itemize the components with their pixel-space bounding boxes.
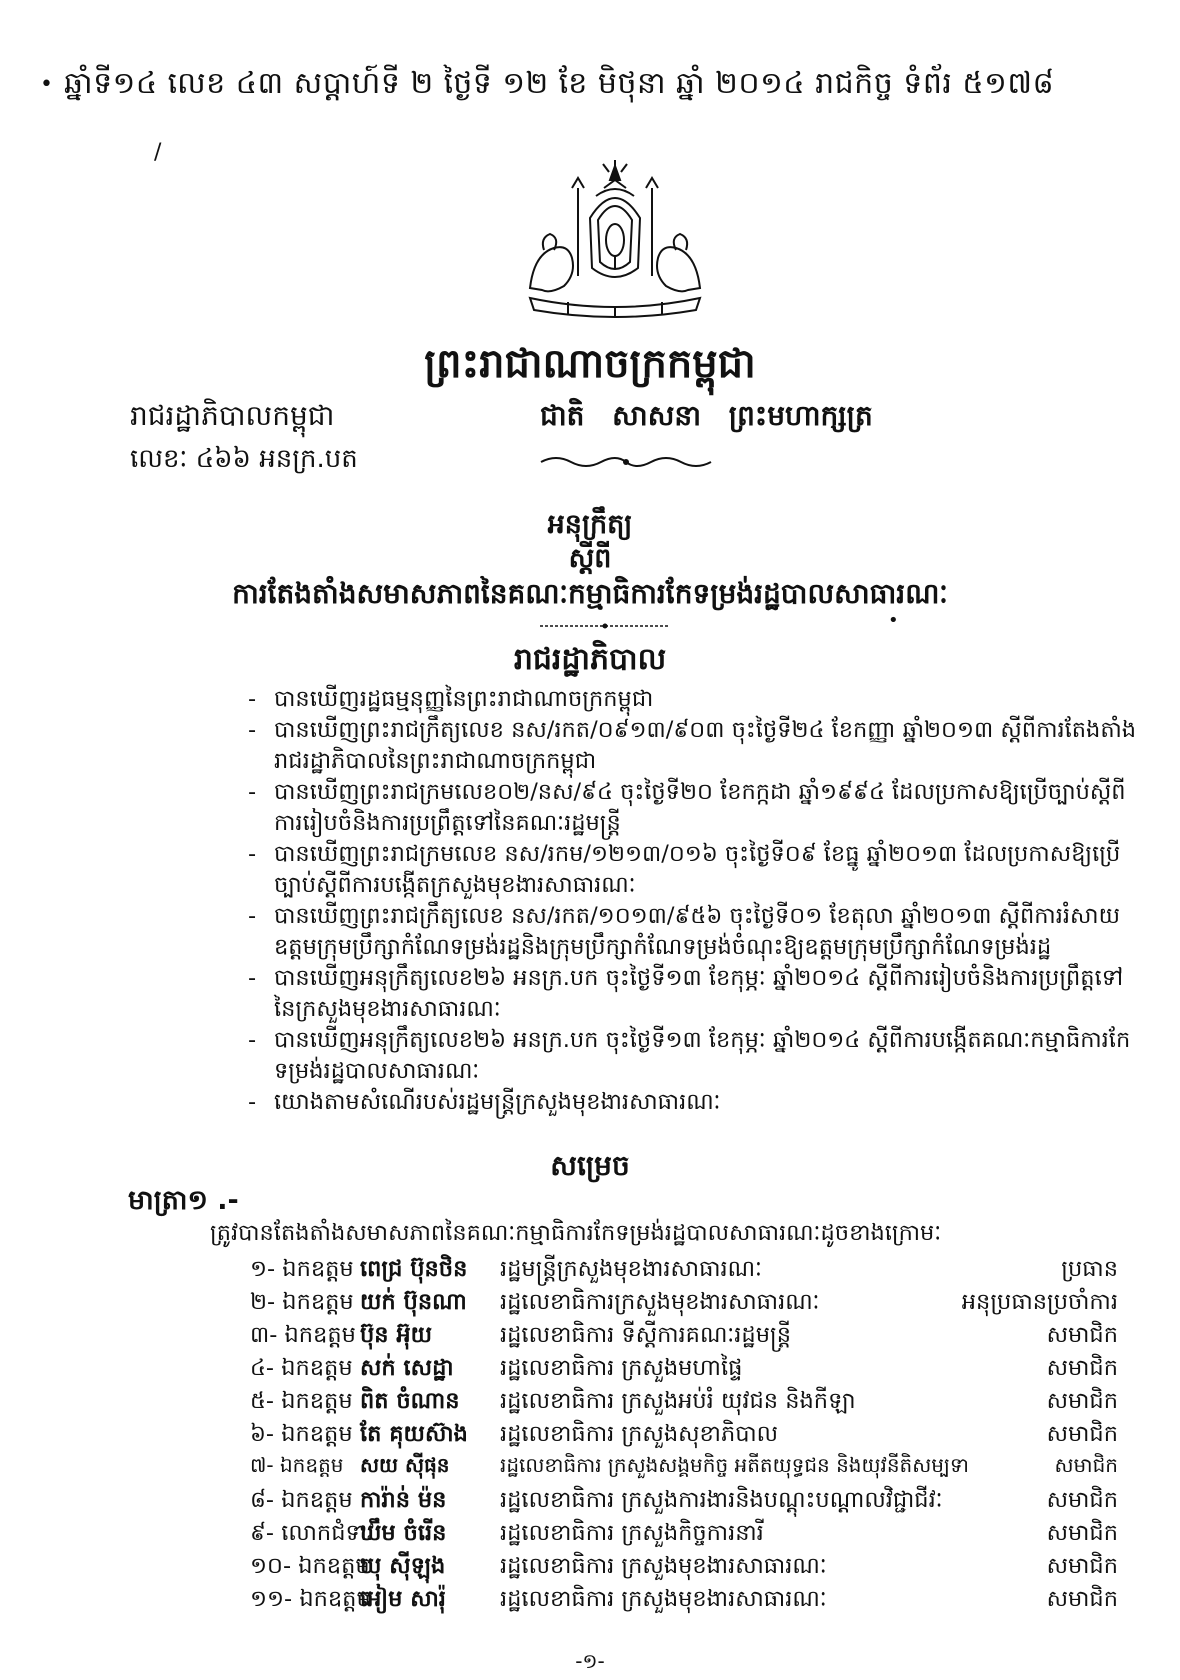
preamble-item: - បានឃើញអនុក្រឹត្យលេខ២៦ អនក្រ.បក ចុះថ្ងៃទី១៣ ខែកុម្ភៈ ឆ្នាំ២០១៤ ស្តីពីការរៀបចំនិងការប្រព្រឹត្តទៅនៃក្រសួងមុខងារសាធារណៈ — [248, 965, 1124, 1022]
royal-coat-of-arms-icon — [520, 158, 710, 318]
member-row: ៧- ឯកឧត្តម សយ ស៊ីផុន រដ្ឋលេខាធិការ ក្រសួងសង្គមកិច្ច អតីតយុទ្ធជន និងយុវនីតិសម្បទា សមាជិក — [250, 1453, 1118, 1477]
article-1-title: មាត្រា១ .- — [128, 1185, 239, 1216]
member-row: ១០- ឯកឧត្តម ឃុ ស៊ីឡុង រដ្ឋលេខាធិការ ក្រសួងមុខងារសាធារណៈ សមាជិក — [250, 1553, 1118, 1579]
article-1-intro: ត្រូវបានតែងតាំងសមាសភាពនៃគណៈកម្មាធិការកែទម្រង់រដ្ឋបាលសាធារណៈដូចខាងក្រោមៈ — [210, 1220, 942, 1246]
page-number: -១- — [575, 1649, 605, 1673]
preamble-item: - បានឃើញព្រះរាជក្រមលេខ០២/នស/៩៤ ចុះថ្ងៃទី២០ ខែកក្កដា ឆ្នាំ១៩៩៤ ដែលប្រកាសឱ្យប្រើច្បាប់ស្តីពីការរៀបចំនិងការប្រព្រឹត្តទៅនៃគណៈរដ្ឋមន្ត្រី — [248, 779, 1126, 836]
preamble-item: - បានឃើញព្រះរាជក្រមលេខ នស/រកម/១២១៣/០១៦ ចុះថ្ងៃទី០៩ ខែធ្នូ ឆ្នាំ២០១៣ ដែលប្រកាសឱ្យប្រើច្បាប់ស្តីពីការបង្កើតក្រសួងមុខងារសាធារណៈ — [248, 841, 1121, 898]
scan-mark: • — [888, 610, 899, 631]
kingdom-title: ព្រះរាជាណាចក្រកម្ពុជា — [424, 340, 756, 387]
member-row: ៨- ឯកឧត្តម ការ៉ាន់ ម៉ន រដ្ឋលេខាធិការ ក្រសួងការងារនិងបណ្តុះបណ្តាលវិជ្ជាជីវៈ សមាជិក — [250, 1487, 1118, 1513]
member-row: ៩- លោកជំទាវ ឃឹម ចំរើន រដ្ឋលេខាធិការ ក្រសួងកិច្ចការនារី សមាជិក — [250, 1520, 1118, 1546]
decision-heading: សម្រេច — [550, 1149, 630, 1182]
preamble-item: - បានឃើញរដ្ឋធម្មនុញ្ញនៃព្រះរាជាណាចក្រកម្ពុជា — [248, 686, 654, 712]
issuer-heading: រាជរដ្ឋាភិបាល — [513, 642, 667, 677]
preamble-item: - យោងតាមសំណើរបស់រដ្ឋមន្ត្រីក្រសួងមុខងារសាធារណៈ — [248, 1089, 721, 1115]
member-row: ៤- ឯកឧត្តម សក់ សេដ្ឋា រដ្ឋលេខាធិការ ក្រសួងមហាផ្ទៃ សមាជិក — [250, 1355, 1118, 1381]
member-row: ១- ឯកឧត្តម ពេជ្រ ប៊ុនថិន រដ្ឋមន្ត្រីក្រសួងមុខងារសាធារណៈ ប្រធាន — [250, 1256, 1118, 1282]
preamble-item: - បានឃើញព្រះរាជក្រឹត្យលេខ នស/រកត/០៩១៣/៩០៣ ចុះថ្ងៃទី២៤ ខែកញ្ញា ឆ្នាំ២០១៣ ស្តីពីការតែងតាំងរាជរដ្ឋាភិបាលនៃព្រះរាជាណាចក្រកម្ពុជា — [248, 717, 1137, 774]
section-divider — [540, 622, 670, 630]
preamble-item: - បានឃើញអនុក្រឹត្យលេខ២៦ អនក្រ.បក ចុះថ្ងៃទី១៣ ខែកុម្ភៈ ឆ្នាំ២០១៤ ស្តីពីការបង្កើតគណៈកម្មាធិការកែទម្រង់រដ្ឋបាលសាធារណៈ — [248, 1027, 1131, 1084]
member-row: ១១- ឯកឧត្តម អៀម សារ៉ុ រដ្ឋលេខាធិការ ក្រសួងមុខងារសាធារណៈ សមាជិក — [250, 1586, 1118, 1612]
preamble-list — [248, 684, 1138, 1118]
government-name: រាជរដ្ឋាភិបាលកម្ពុជា — [130, 399, 335, 432]
scan-speck: • — [40, 72, 53, 97]
scan-mark: / — [154, 140, 162, 165]
member-row: ៥- ឯកឧត្តម ពិត ចំណាន រដ្ឋលេខាធិការ ក្រសួងអប់រំ យុវជន និងកីឡា សមាជិក — [250, 1388, 1118, 1414]
preamble-item: - បានឃើញព្រះរាជក្រឹត្យលេខ នស/រកត/១០១៣/៩៥៦ ចុះថ្ងៃទី០១ ខែតុលា ឆ្នាំ២០១៣ ស្តីពីការរំសាយឧត្តមក្រុមប្រឹក្សាកំណែទម្រង់រដ្ឋនិងក្រុមប្រឹក្សាកំណែទម្រង់ចំណុះឱ្យឧត្តមក្រុមប្រឹក្សាកំណែទម្រង់រដ្ឋ — [248, 903, 1121, 960]
member-row: ២- ឯកឧត្តម យក់ ប៊ុនណា រដ្ឋលេខាធិការក្រសួងមុខងារសាធារណៈ អនុប្រធានប្រចាំការ — [250, 1289, 1118, 1315]
gazette-header: ឆ្នាំទី១៤ លេខ ៤៣ សប្តាហ៍ទី ២ ថ្ងៃទី ១២ ខែ មិថុនា ឆ្នាំ ២០១៤ រាជកិច្ច ទំព័រ ៥១៧៨ — [64, 66, 1055, 101]
reference-number: លេខៈ ៤៦៦ អនក្រ.បត — [130, 444, 358, 474]
document-type: អនុក្រឹត្យ — [547, 509, 633, 540]
document-about: ស្តីពី — [568, 543, 612, 574]
member-row: ៦- ឯកឧត្តម តែ គុយស៊ាង រដ្ឋលេខាធិការ ក្រសួងសុខាភិបាល សមាជិក — [250, 1421, 1118, 1447]
member-row: ៣- ឯកឧត្តម ប៊ុន អ៊ុយ រដ្ឋលេខាធិការ ទីស្តីការគណៈរដ្ឋមន្ត្រី សមាជិក — [250, 1322, 1118, 1348]
national-motto: ជាតិ សាសនា ព្រះមហាក្សត្រ — [540, 399, 873, 432]
ornament-divider-icon — [536, 452, 716, 472]
document-subject: ការតែងតាំងសមាសភាពនៃគណៈកម្មាធិការកែទម្រង់រដ្ឋបាលសាធារណៈ — [232, 577, 948, 610]
